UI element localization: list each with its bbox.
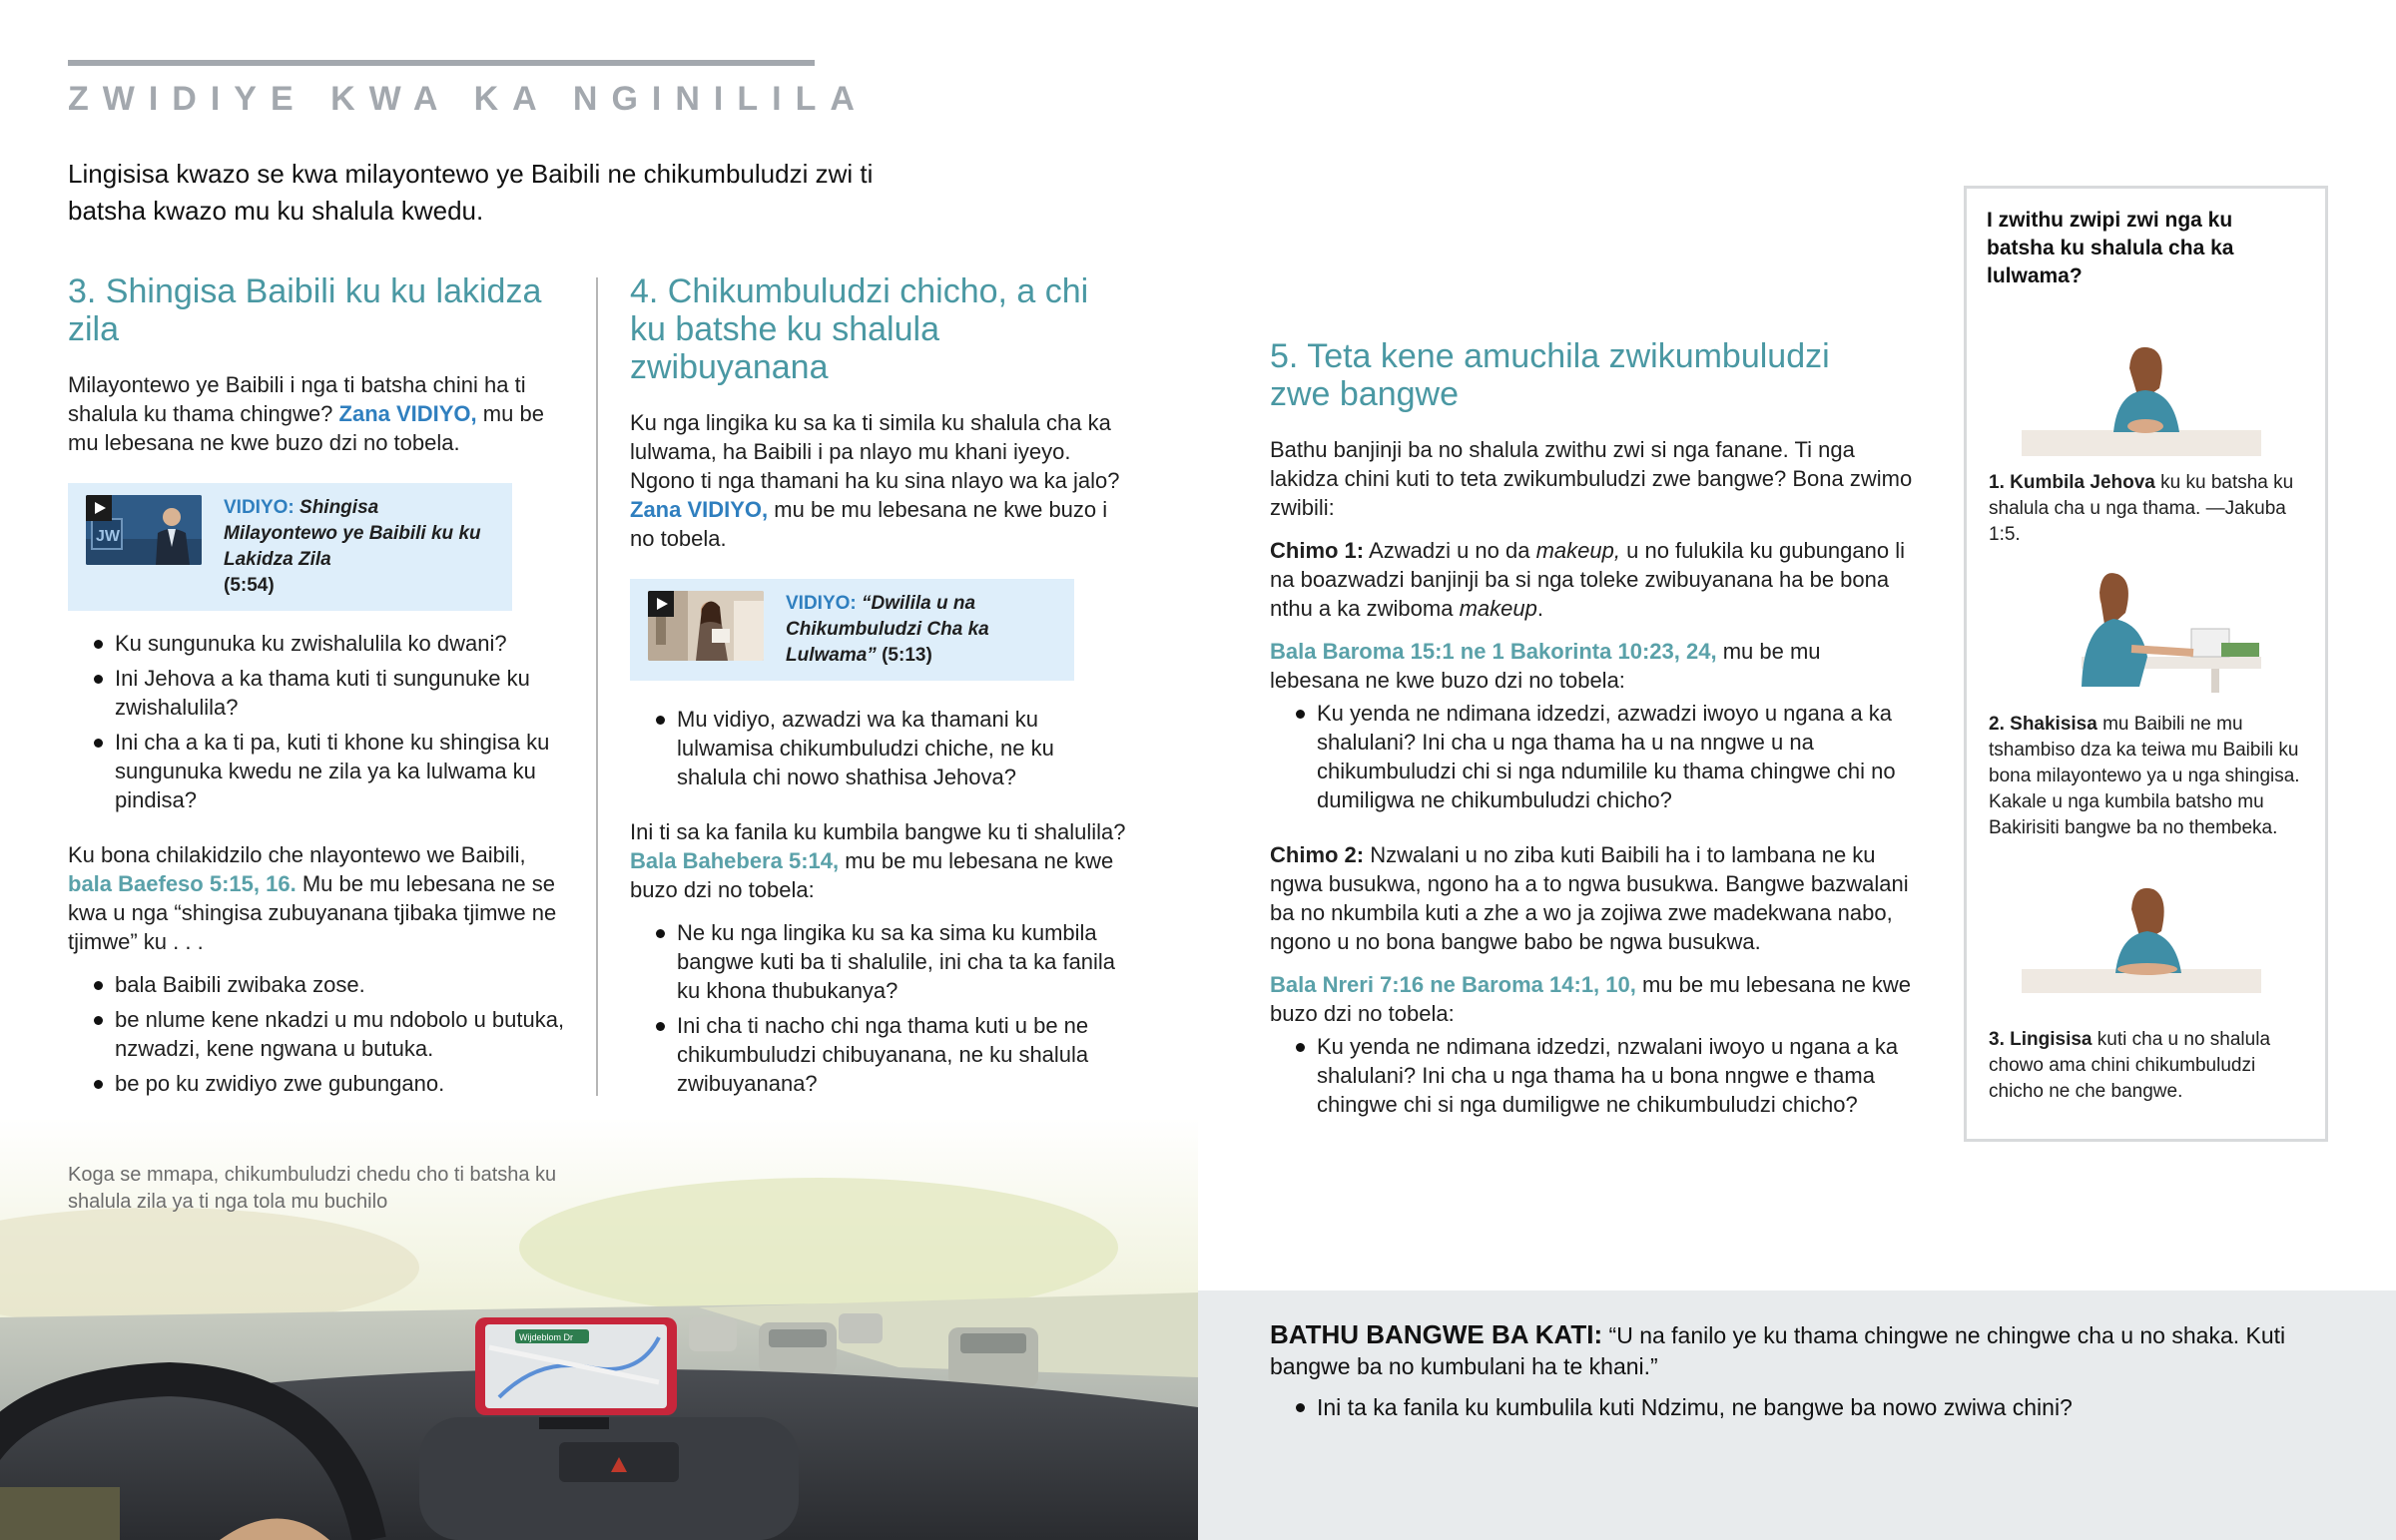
chimo-1-text-b: u no fulukila ku gubungano li na boazwadzi banjinji ba si nga toleke zwibuyanana ha be bona nthu a ka zwiboma [1270, 538, 1905, 621]
section-3-text-tail: mu be mu lebesana ne kwe buzo dzi no tobela. [68, 401, 544, 455]
play-icon[interactable] [86, 495, 112, 521]
section-3-text-2: Ku bona chilakidzilo che nlayontewo we Baibili, [68, 842, 526, 867]
thinking-woman-icon [2022, 877, 2261, 997]
section-4-text-2: Ini ti sa ka fanila ku kumbila bangwe ku ti shalulila? [630, 819, 1126, 844]
chimo-2-label: Chimo 2: [1270, 842, 1365, 867]
list-item: Mu vidiyo, azwadzi wa ka thamani ku lulwamisa chikumbuludzi chiche, ne ku shalula chi nowo shathisa Jehova? [630, 705, 1129, 791]
video-title: Shingisa Milayontewo ye Baibili ku ku Lakidza Zila [224, 497, 481, 570]
section-3-text: Milayontewo ye Baibili i nga ti batsha chini ha ti shalula ku thama chingwe? [68, 372, 526, 426]
section-3-heading: 3. Shingisa Baibili ku ku lakidza zila [68, 272, 542, 348]
step-title: Lingisisa [2010, 1029, 2093, 1050]
step-text: mu Baibili ne mu tshambiso dza ka teiwa mu Baibili ku bona milayontewo ya u nga shingisa. Kakale u nga kumbila batsho mu Bakirisiti bangwe ba no thembeka. [1989, 714, 2300, 838]
section-3-text-2-tail: Mu be mu lebesana ne se kwa u nga “shingisa zubuyanana tjibaka tjimwe ne tjimwe” ku . . . [68, 871, 557, 954]
reference-paragraph-2 [1270, 970, 1914, 1028]
section-3-list-2 [68, 970, 567, 1098]
video-label: VIDIYO: [224, 497, 295, 518]
chimo-1-emphasis-2: makeup [1459, 596, 1537, 621]
video-caption [224, 495, 494, 599]
video-caption [786, 591, 1056, 669]
list-item: Ku sungunuka ku zwishalulila ko dwani? [68, 629, 567, 658]
step-number: 1. [1989, 472, 2005, 493]
callout-quote: “U na fanilo ye ku thama chingwe ne chingwe cha u no shaka. Kuti bangwe ba no kumbulani ha te khani.” [1270, 1322, 2286, 1379]
scripture-reference[interactable]: Bala Bahebera 5:14, [630, 848, 840, 873]
top-rule [68, 60, 815, 66]
section-4-questions [630, 705, 1129, 791]
section-4-list-2 [630, 918, 1129, 1098]
sidebar-step-1 [1989, 470, 2308, 548]
section-5 [1270, 337, 1914, 1137]
step-number: 3. [1989, 1029, 2005, 1050]
sidebar-box [1964, 186, 2328, 1142]
list-item: Ini ta ka fanila ku kumbulila kuti Ndzimu, ne bangwe ba nowo zwiwa chini? [1270, 1392, 2308, 1423]
reference-paragraph-1-tail: mu be mu lebesana ne kwe buzo dzi no tobela: [1270, 639, 1821, 693]
chimo-2 [1270, 840, 1914, 956]
section-3 [68, 272, 567, 1116]
play-icon[interactable] [648, 591, 674, 617]
video-title: “Dwilila u na Chikumbuludzi Cha ka Lulwama” [786, 593, 989, 666]
column-divider [596, 277, 598, 1096]
list-item: Ini cha ti nacho chi nga thama kuti u be ne chikumbuludzi chibuyanana, ne ku shalula zwibuyanana? [630, 1011, 1129, 1098]
section-3-questions [68, 629, 567, 814]
chimo-1-text: Azwadzi u no da [1369, 538, 1530, 563]
sidebar-question: I zwithu zwipi zwi nga ku batsha ku shalula cha ka lulwama? [1987, 209, 2234, 287]
chimo-1-label: Chimo 1: [1270, 538, 1365, 563]
watch-video-link[interactable]: Zana VIDIYO, [338, 401, 477, 426]
jw-logo: JW [96, 528, 120, 545]
list-item: Ini cha a ka ti pa, kuti ti khone ku shingisa ku sungunuka kwedu ne zila ya ka lulwama ku pindisa? [68, 728, 567, 814]
video-duration: (5:54) [224, 575, 275, 596]
section-4-paragraph-2 [630, 817, 1129, 904]
section-5-list-2 [1270, 1032, 1914, 1119]
map-street-label: Wijdeblom Dr [519, 1332, 574, 1342]
section-3-paragraph [68, 370, 567, 457]
section-4-text: Ku nga lingika ku sa ka ti simila ku shalula cha ka lulwama, ha Baibili i pa nlayo mu khani iyeyo. Ngono ti nga thamani ha ku sina nlayo wa ka jalo? [630, 410, 1120, 493]
video-thumbnail[interactable] [86, 495, 202, 565]
chimo-1 [1270, 536, 1914, 623]
video-duration: (5:13) [882, 645, 932, 666]
callout-quote-line [1270, 1319, 2308, 1382]
scripture-reference[interactable]: Bala Baroma 15:1 ne 1 Bakorinta 10:23, 24, [1270, 639, 1717, 664]
chimo-2-text: Nzwalani u no ziba kuti Baibili ha i to lambana ne ku ngwa busukwa, ngono ha a to ngwa busukwa. Bangwe bazwalani ba no nkumbila kuti a zhe a wo ja zojiwa zwe madekwana nabo, ngono u no bona bangwe babo be ngwa busukwa. [1270, 842, 1909, 954]
phone-map-icon [475, 1317, 677, 1429]
step-number: 2. [1989, 714, 2005, 735]
intro-text: Lingisisa kwazo se kwa milayontewo ye Baibili ne chikumbuludzi zwi ti batsha kwazo mu ku shalula kwedu. [68, 159, 874, 226]
section-4-paragraph [630, 408, 1129, 553]
scripture-reference[interactable]: bala Baefeso 5:15, 16. [68, 871, 297, 896]
step-text: ku ku batsha ku shalula cha u nga thama. —Jakuba 1:5. [1989, 472, 2294, 545]
callout-list [1270, 1392, 2308, 1423]
chimo-1-emphasis: makeup, [1535, 538, 1620, 563]
image-caption: Koga se mmapa, chikumbuludzi chedu cho ti batsha ku shalula zila ya ti nga tola mu buchilo [68, 1164, 557, 1213]
watch-video-link[interactable]: Zana VIDIYO, [630, 497, 769, 522]
section-5-heading: 5. Teta kene amuchila zwikumbuludzi zwe bangwe [1270, 337, 1830, 413]
callout-label: BATHU BANGWE BA KATI: [1270, 1319, 1603, 1349]
chimo-1-end: . [1536, 596, 1543, 621]
list-item: Ku yenda ne ndimana idzedzi, azwadzi iwoyo u ngana a ka shalulani? Ini cha u nga thama ha u na nngwe u na chikumbuludzi chi si nga ndumilile ku thama chingwe chi no dumiligwa ne chikumbuludzi chicho? [1270, 699, 1914, 814]
list-item: be nlume kene nkadzi u mu ndobolo u butuka, nzwadzi, kene ngwana u butuka. [68, 1005, 567, 1063]
woman-at-laptop-icon [2022, 553, 2261, 693]
reference-paragraph-1 [1270, 637, 1914, 695]
praying-woman-icon [2022, 328, 2261, 458]
sidebar-step-2 [1989, 712, 2308, 841]
video-box-dwilila[interactable] [630, 579, 1074, 681]
section-3-paragraph-2 [68, 840, 567, 956]
scripture-reference[interactable]: Bala Nreri 7:16 ne Baroma 14:1, 10, [1270, 972, 1636, 997]
list-item: Ini Jehova a ka thama kuti ti sungunuke ku zwishalulila? [68, 664, 567, 722]
step-title: Shakisisa [2010, 714, 2097, 735]
section-5-list-1 [1270, 699, 1914, 814]
section-4-heading: 4. Chikumbuludzi chicho, a chi ku batshe ku shalula zwibuyanana [630, 272, 1089, 386]
list-item: be po ku zwidiyo zwe gubungano. [68, 1069, 567, 1098]
sidebar-step-3 [1989, 1027, 2308, 1105]
video-label: VIDIYO: [786, 593, 857, 614]
list-item: bala Baibili zwibaka zose. [68, 970, 567, 999]
section-title: ZWIDIYE KWA KA NGINILILA [68, 80, 869, 118]
list-item: Ne ku nga lingika ku sa ka sima ku kumbila bangwe kuti ba ti shalulile, ini cha ta ka fanila ku khona thubukanya? [630, 918, 1129, 1005]
section-4 [630, 272, 1129, 1116]
callout-content [1270, 1319, 2308, 1441]
step-text: kuti cha u no shalula chowo ama chini chikumbuludzi chicho ne che bangwe. [1989, 1029, 2271, 1102]
list-item: Ku yenda ne ndimana idzedzi, nzwalani iwoyo u ngana a ka shalulani? Ini cha u nga thama ha u bona nngwe e thama chingwe chi si nga dumiligwe ne chikumbuludzi chicho? [1270, 1032, 1914, 1119]
section-4-text-2-tail: mu be mu lebesana ne kwe buzo dzi no tobela: [630, 848, 1114, 902]
section-4-text-tail: mu be mu lebesana ne kwe buzo i no tobela. [630, 497, 1108, 551]
video-box-shingisa[interactable] [68, 483, 512, 611]
section-5-intro: Bathu banjinji ba no shalula zwithu zwi si nga fanane. Ti nga lakidza chini kuti to teta zwikumbuludzi zwe bangwe? Bona zwimo zwibili: [1270, 437, 1913, 520]
video-thumbnail[interactable] [648, 591, 764, 661]
reference-paragraph-2-tail: mu be mu lebesana ne kwe buzo dzi no tobela: [1270, 972, 1912, 1026]
step-title: Kumbila Jehova [2010, 472, 2155, 493]
